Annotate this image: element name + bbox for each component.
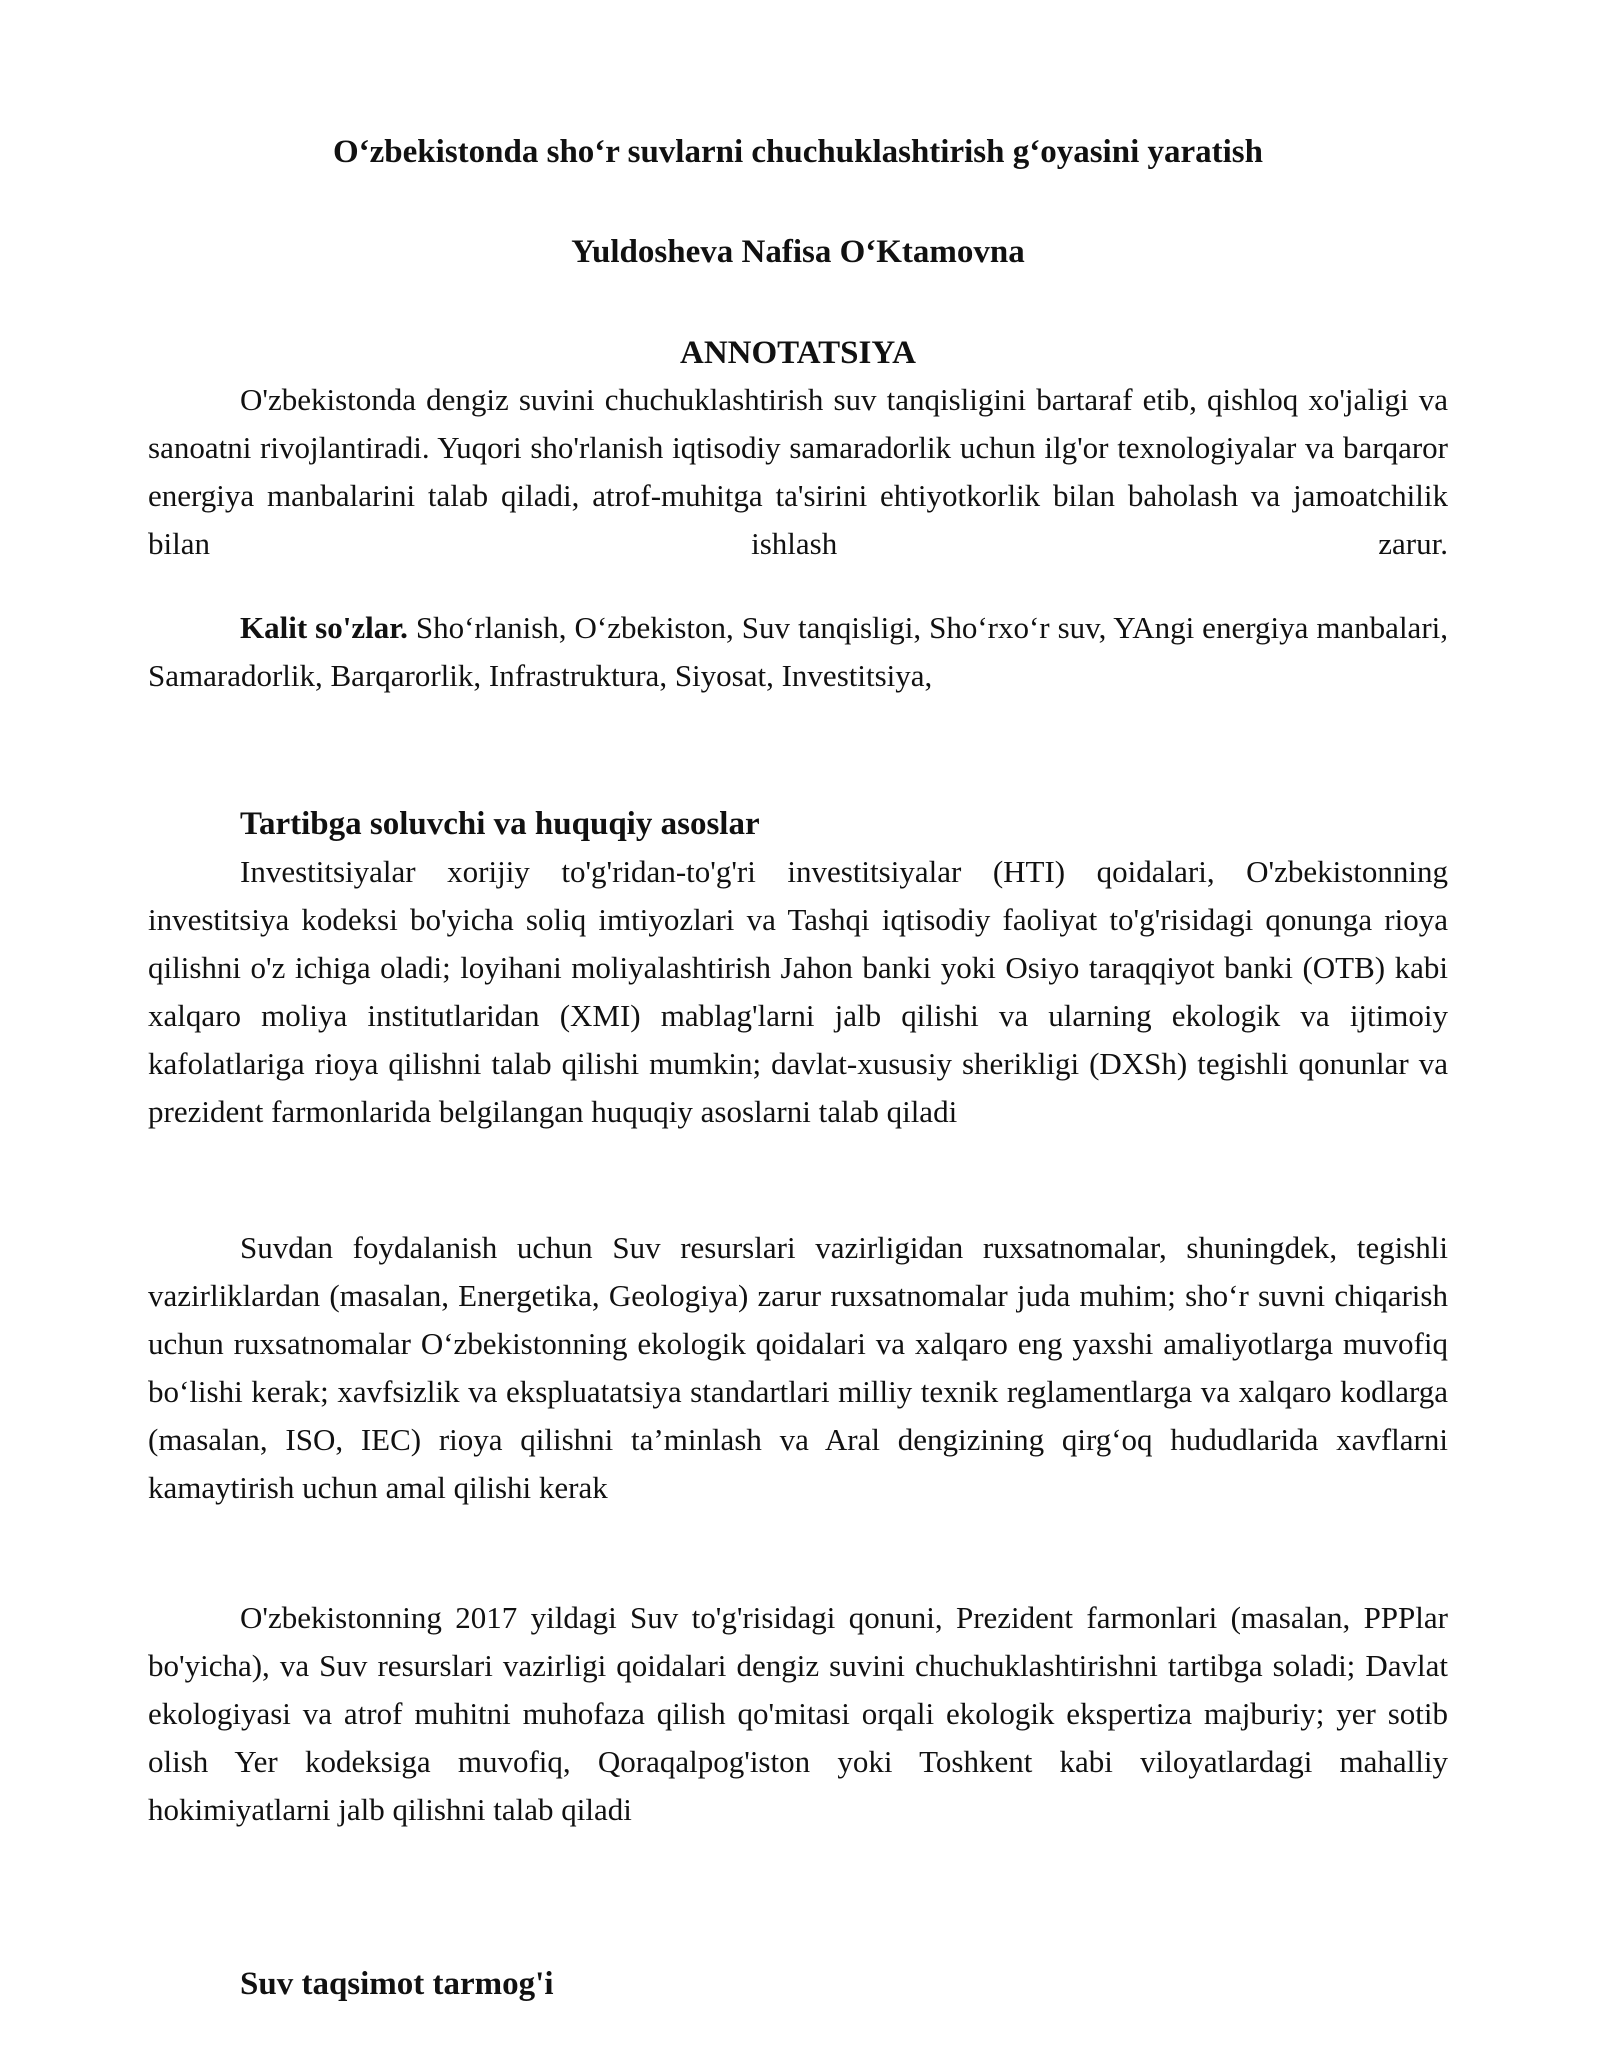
- keywords-paragraph: [148, 604, 1448, 700]
- paragraph-permits: Suvdan foydalanish uchun Suv resurslari vazirligidan ruxsatnomalar, shuningdek, tegishli vazirliklardan (masalan, Energetika, Geologiya) zarur ruxsatnomalar juda muhim; sho‘r suvni chiqarish uchun ruxsatnomalar O‘zbekistonning ekologik qoidalari va xalqaro eng yaxshi amaliyotlarga muvofiq bo‘lishi kerak; xavfsizlik va ekspluatatsiya standartlari milliy texnik reglamentlarga va xalqaro kodlarga (masalan, ISO, IEC) rioya qilishni ta’minlash va Aral dengizining qirg‘oq hududlarida xavflarni kamaytirish uchun amal qilishi kerak: [148, 1230, 1448, 1505]
- document-title: O‘zbekistonda sho‘r suvlarni chuchuklashtirish g‘oyasini yaratish: [333, 134, 1263, 170]
- section-heading-distribution: Suv taqsimot tarmog'i: [240, 1966, 554, 2002]
- keywords-text: Sho‘rlanish, O‘zbekiston, Suv tanqisligi, Sho‘rxo‘r suv, YAngi energiya manbalari, Samaradorlik, Barqarorlik, Infrastruktura, Siyosat, Investitsiya,: [148, 610, 1449, 693]
- section-heading-regulatory: Tartibga soluvchi va huquqiy asoslar: [240, 806, 760, 842]
- keywords-label: Kalit so'zlar.: [240, 610, 408, 645]
- paragraph-water-law: O'zbekistonning 2017 yildagi Suv to'g'risidagi qonuni, Prezident farmonlari (masalan, PPPlar bo'yicha), va Suv resurslari vazirligi qoidalari dengiz suvini chuchuklashtirishni tartibga soladi; Davlat ekologiyasi va atrof muhitni muhofaza qilish qo'mitasi orqali ekologik ekspertiza majburiy; yer sotib olish Yer kodeksiga muvofiq, Qoraqalpog'iston yoki Toshkent kabi viloyatlardagi mahalliy hokimiyatlarni jalb qilishni talab qiladi: [148, 1600, 1448, 1827]
- author-name: Yuldosheva Nafisa O‘Ktamovna: [571, 234, 1025, 270]
- paragraph-investments: Investitsiyalar xorijiy to'g'ridan-to'g'ri investitsiyalar (HTI) qoidalari, O'zbekistonning investitsiya kodeksi bo'yicha soliq imtiyozlari va Tashqi iqtisodiy faoliyat to'g'risidagi qonunga rioya qilishni o'z ichiga oladi; loyihani moliyalashtirish Jahon banki yoki Osiyo taraqqiyot banki (OTB) kabi xalqaro moliya institutlaridan (XMI) mablag'larni jalb qilishi va ularning ekologik va ijtimoiy kafolatlariga rioya qilishni talab qilishi mumkin; davlat-xususiy sherikligi (DXSh) tegishli qonunlar va prezident farmonlarida belgilangan huquqiy asoslarni talab qiladi: [148, 854, 1448, 1129]
- annotation-heading: ANNOTATSIYA: [680, 335, 916, 371]
- annotation-paragraph: O'zbekistonda dengiz suvini chuchuklashtirish suv tanqisligini bartaraf etib, qishloq xo'jaligi va sanoatni rivojlantiradi. Yuqori sho'rlanish iqtisodiy samaradorlik uchun ilg'or texnologiyalar va barqaror energiya manbalarini talab qiladi, atrof-muhitga ta'sirini ehtiyotkorlik bilan baholash va jamoatchilik bilan ishlash zarur.: [148, 382, 1448, 561]
